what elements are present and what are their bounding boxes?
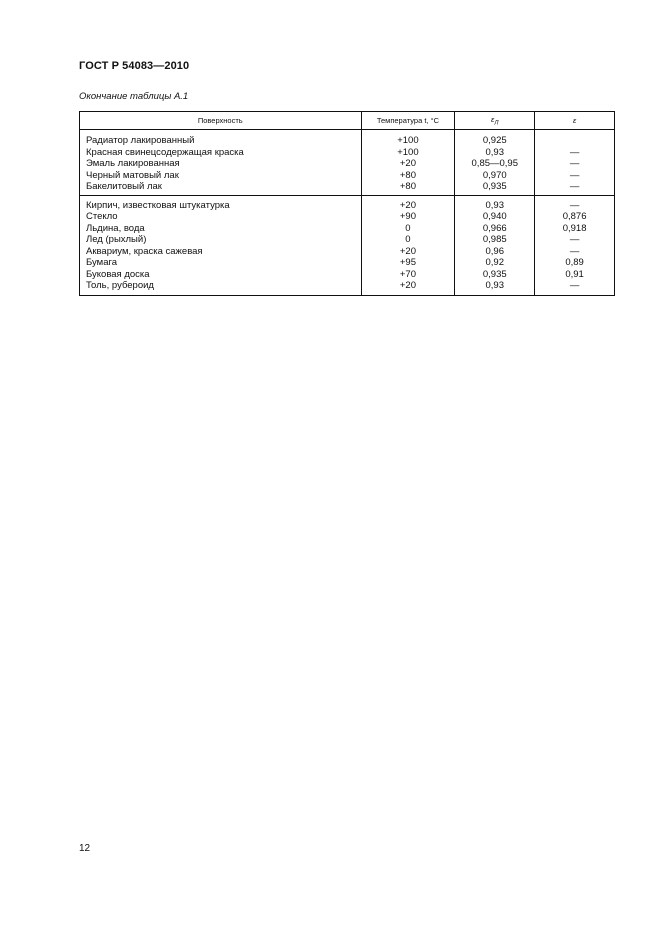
table-row [80, 211, 615, 223]
cell-eps: — [535, 170, 615, 182]
table-row [80, 269, 615, 281]
cell-eps-l: 0,966 [455, 223, 535, 235]
table-row [80, 130, 615, 147]
cell-eps-l: 0,985 [455, 234, 535, 246]
cell-eps: 0,89 [535, 257, 615, 269]
cell-temperature: +95 [361, 257, 455, 269]
cell-eps-l: 0,940 [455, 211, 535, 223]
cell-surface: Эмаль лакированная [80, 158, 362, 170]
cell-eps-l: 0,93 [455, 195, 535, 211]
table-body [80, 130, 615, 296]
cell-eps: — [535, 195, 615, 211]
cell-temperature: 0 [361, 223, 455, 235]
cell-eps: — [535, 181, 615, 195]
table-row [80, 181, 615, 195]
header-surface: Поверхность [80, 112, 362, 130]
cell-eps: 0,918 [535, 223, 615, 235]
cell-eps: — [535, 280, 615, 295]
cell-surface: Черный матовый лак [80, 170, 362, 182]
cell-eps: — [535, 158, 615, 170]
cell-temperature: +20 [361, 246, 455, 258]
cell-temperature: +80 [361, 181, 455, 195]
cell-eps: 0,91 [535, 269, 615, 281]
cell-eps-l: 0,925 [455, 130, 535, 147]
cell-eps-l: 0,970 [455, 170, 535, 182]
cell-surface: Кирпич, известковая штукатурка [80, 195, 362, 211]
cell-surface: Льдина, вода [80, 223, 362, 235]
cell-eps-l: 0,935 [455, 181, 535, 195]
cell-eps: — [535, 234, 615, 246]
cell-eps: — [535, 246, 615, 258]
cell-surface: Лед (рыхлый) [80, 234, 362, 246]
cell-eps: — [535, 147, 615, 159]
cell-temperature: 0 [361, 234, 455, 246]
cell-surface: Стекло [80, 211, 362, 223]
cell-eps-l: 0,93 [455, 147, 535, 159]
cell-eps-l: 0,85—0,95 [455, 158, 535, 170]
table-row [80, 195, 615, 211]
table-row [80, 170, 615, 182]
cell-surface: Толь, рубероид [80, 280, 362, 295]
table-row [80, 158, 615, 170]
page-number: 12 [79, 843, 91, 854]
document-code: ГОСТ Р 54083—2010 [79, 60, 190, 72]
cell-surface: Красная свинецсодержащая краска [80, 147, 362, 159]
cell-temperature: +80 [361, 170, 455, 182]
table-row [80, 246, 615, 258]
cell-temperature: +100 [361, 147, 455, 159]
cell-temperature: +90 [361, 211, 455, 223]
table-row [80, 223, 615, 235]
cell-surface: Аквариум, краска сажевая [80, 246, 362, 258]
table-caption: Окончание таблицы А.1 [79, 91, 189, 102]
cell-eps-l: 0,935 [455, 269, 535, 281]
cell-eps-l: 0,93 [455, 280, 535, 295]
table-row [80, 147, 615, 159]
emissivity-table [79, 111, 615, 296]
cell-surface: Бумага [80, 257, 362, 269]
cell-surface: Радиатор лакированный [80, 130, 362, 147]
cell-eps-l: 0,92 [455, 257, 535, 269]
header-eps-l: $\varepsilon_Л$ [455, 112, 535, 130]
cell-eps [535, 130, 615, 147]
table-row [80, 234, 615, 246]
cell-temperature: +20 [361, 280, 455, 295]
cell-temperature: +100 [361, 130, 455, 147]
cell-temperature: +20 [361, 195, 455, 211]
cell-temperature: +70 [361, 269, 455, 281]
cell-eps: 0,876 [535, 211, 615, 223]
cell-surface: Буковая доска [80, 269, 362, 281]
table-header-row [80, 112, 615, 130]
header-temperature: Температура t, °С [361, 112, 455, 130]
table-row [80, 257, 615, 269]
cell-temperature: +20 [361, 158, 455, 170]
header-eps: ε [535, 112, 615, 130]
cell-surface: Бакелитовый лак [80, 181, 362, 195]
table-row [80, 280, 615, 295]
cell-eps-l: 0,96 [455, 246, 535, 258]
